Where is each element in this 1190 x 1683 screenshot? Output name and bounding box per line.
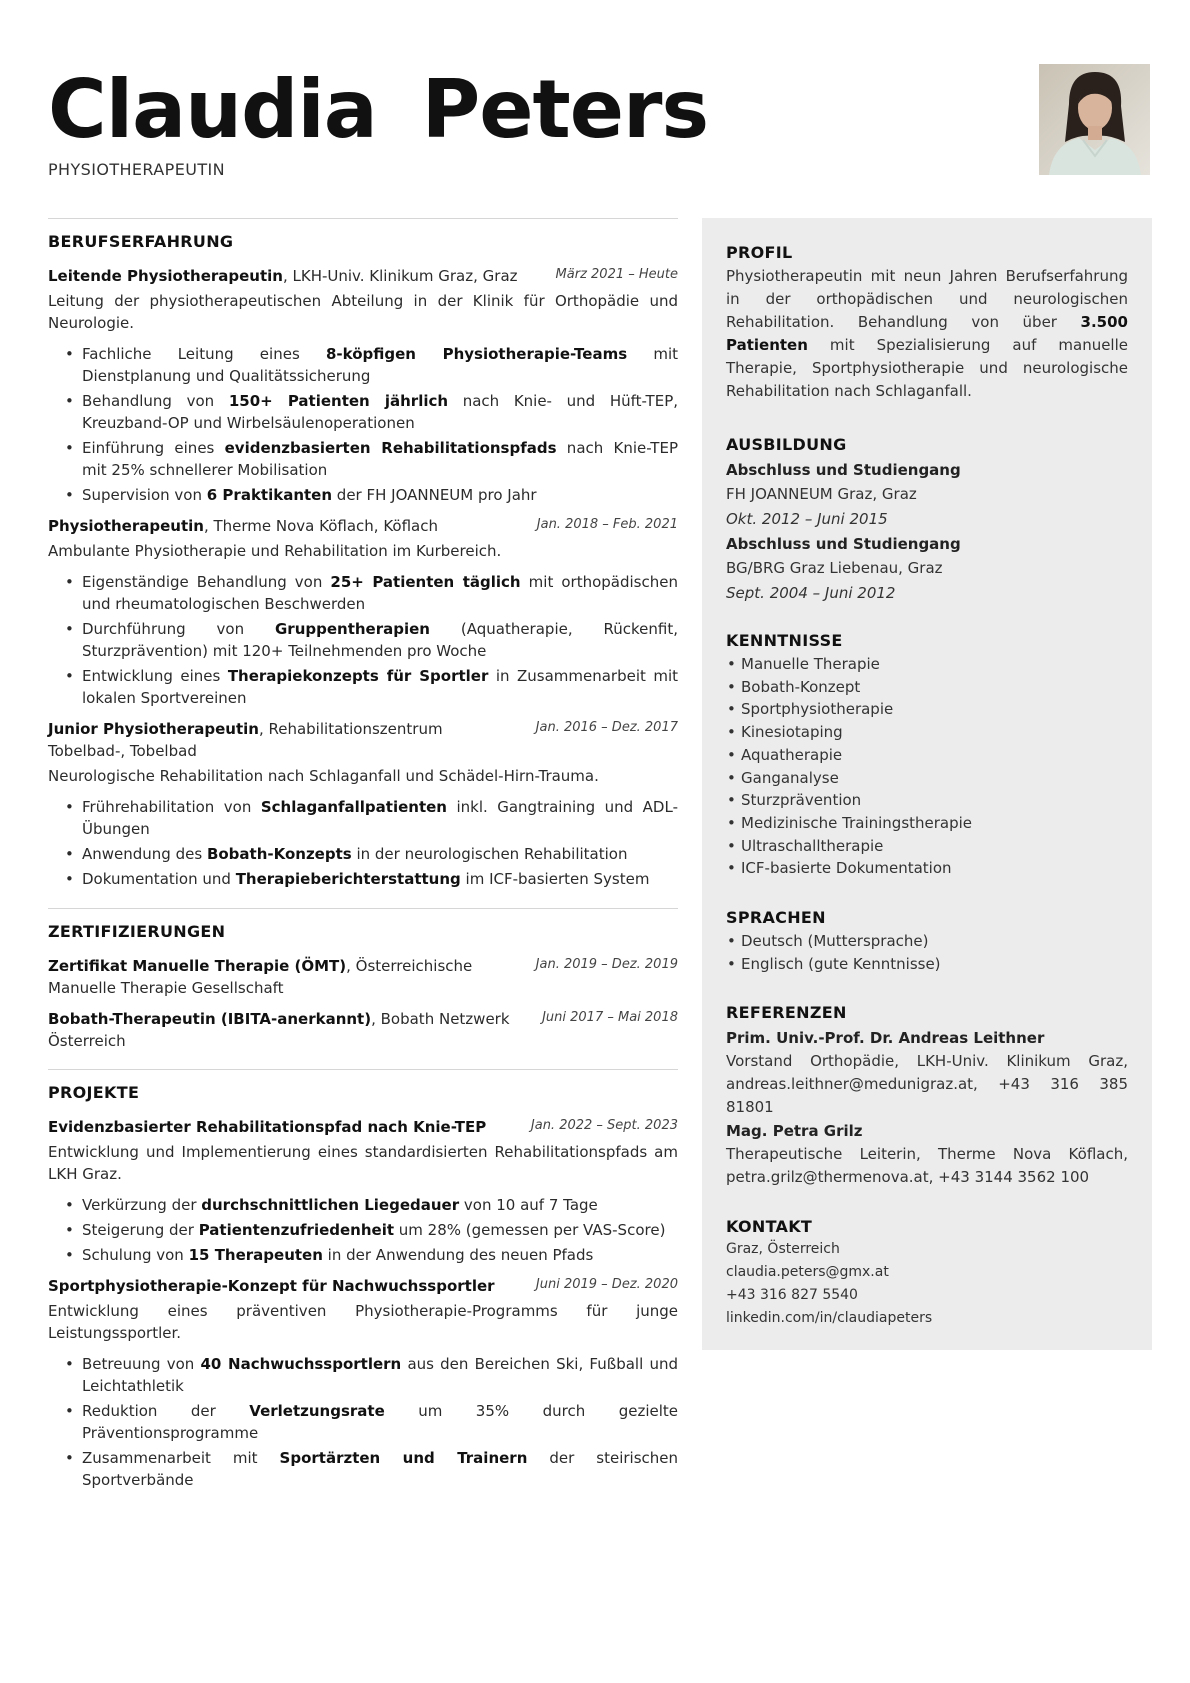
job-bullets <box>48 796 678 890</box>
certifications-title: ZERTIFIZIERUNGEN <box>48 922 226 941</box>
list-item: • Schulung von 15 Therapeuten in der Anwendung des neuen Pfads <box>48 1244 678 1266</box>
list-item: • Betreuung von 40 Nachwuchssportlern aus den Bereichen Ski, Fußball und Leichtathletik <box>48 1353 678 1397</box>
list-item: • Supervision von 6 Praktikanten der FH JOANNEUM pro Jahr <box>48 484 678 506</box>
list-item: • Behandlung von 150+ Patienten jährlich nach Knie- und Hüft-TEP, Kreuzband-OP und Wirbelsäulenoperationen <box>48 390 678 434</box>
profile-photo <box>1039 64 1150 175</box>
list-item: • Fachliche Leitung eines 8-köpfigen Physiotherapie-Teams mit Dienstplanung und Qualitätssicherung <box>48 343 678 387</box>
list-item: • Durchführung von Gruppentherapien (Aquatherapie, Rückenfit, Sturzprävention) mit 120+ Teilnehmenden pro Woche <box>48 618 678 662</box>
contact-location: Graz, Österreich <box>726 1241 840 1258</box>
job-description: Ambulante Physiotherapie und Rehabilitation im Kurbereich. <box>48 542 502 560</box>
list-item: • Verkürzung der durchschnittlichen Liegedauer von 10 auf 7 Tage <box>48 1194 678 1216</box>
job-entry <box>48 515 678 709</box>
education-degree: Abschluss und Studiengang <box>726 535 961 553</box>
project-name: Sportphysiotherapie-Konzept für Nachwuchssportler <box>48 1277 495 1295</box>
job-position: Junior Physiotherapeutin <box>48 720 259 738</box>
project-entry <box>48 1275 678 1491</box>
education-title: AUSBILDUNG <box>726 435 847 454</box>
references-title: REFERENZEN <box>726 1003 847 1023</box>
reference-entry <box>726 1119 1128 1189</box>
reference-name: Mag. Petra Grilz <box>726 1122 863 1141</box>
project-dates: Jan. 2022 – Sept. 2023 <box>530 1118 678 1133</box>
list-item: • Sturzprävention <box>726 789 1128 812</box>
job-dates: Jan. 2016 – Dez. 2017 <box>535 720 678 735</box>
list-item: • ICF-basierte Dokumentation <box>726 857 1128 880</box>
list-item: • Steigerung der Patientenzufriedenheit um 28% (gemessen per VAS-Score) <box>48 1219 678 1241</box>
list-item: • Sportphysiotherapie <box>726 698 1128 721</box>
job-entry <box>48 265 678 506</box>
list-item: • Anwendung des Bobath-Konzepts in der neurologischen Rehabilitation <box>48 843 678 865</box>
education-school: FH JOANNEUM Graz, Graz <box>726 485 917 503</box>
list-item: • Ultraschalltherapie <box>726 835 1128 858</box>
certification-entry <box>48 1008 678 1052</box>
list-item: • Reduktion der Verletzungsrate um 35% durch gezielte Präventionsprogramme <box>48 1400 678 1444</box>
languages-title: SPRACHEN <box>726 908 826 928</box>
profile-title: PROFIL <box>726 243 793 262</box>
experience-title: BERUFSERFAHRUNG <box>48 232 234 251</box>
job-position: Leitende Physiotherapeutin <box>48 267 283 285</box>
reference-details: Vorstand Orthopädie, LKH-Univ. Klinikum Graz, andreas.leithner@medunigraz.at, +43 316 385 81801 <box>726 1052 1128 1117</box>
list-item: • Deutsch (Muttersprache) <box>726 930 1128 953</box>
list-item: • Dokumentation und Therapieberichterstattung im ICF-basierten System <box>48 868 678 890</box>
section-divider <box>48 218 678 219</box>
reference-entry <box>726 1026 1128 1119</box>
list-item: • Zusammenarbeit mit Sportärzten und Trainern der steirischen Sportverbände <box>48 1447 678 1491</box>
list-item: • Ganganalyse <box>726 767 1128 790</box>
candidate-role: PHYSIOTHERAPEUTIN <box>48 160 225 179</box>
project-description: Entwicklung eines präventiven Physiotherapie-Programms für junge Leistungssportler. <box>48 1302 678 1342</box>
certification-dates: Jan. 2019 – Dez. 2019 <box>535 957 678 972</box>
list-item: • Einführung eines evidenzbasierten Rehabilitationspfads nach Knie-TEP mit 25% schnellerer Mobilisation <box>48 437 678 481</box>
education-degree: Abschluss und Studiengang <box>726 461 961 479</box>
job-employer: , Therme Nova Köflach, Köflach <box>203 517 438 535</box>
education-dates: Okt. 2012 – Juni 2015 <box>726 510 888 528</box>
contact-email[interactable]: claudia.peters@gmx.at <box>726 1264 889 1281</box>
project-bullets <box>48 1353 678 1491</box>
project-entry <box>48 1116 678 1266</box>
candidate-name: Claudia Peters <box>48 63 709 156</box>
project-name: Evidenzbasierter Rehabilitationspfad nach Knie-TEP <box>48 1118 487 1136</box>
contact-linkedin[interactable]: linkedin.com/in/claudiapeters <box>726 1310 933 1327</box>
list-item: • Frührehabilitation von Schlaganfallpatienten inkl. Gangtraining und ADL-Übungen <box>48 796 678 840</box>
job-employer: , LKH-Univ. Klinikum Graz, Graz <box>282 267 518 285</box>
projects-title: PROJEKTE <box>48 1083 140 1102</box>
education-dates: Sept. 2004 – Juni 2012 <box>726 584 896 602</box>
contact-phone[interactable]: +43 316 827 5540 <box>726 1287 858 1304</box>
skills-title: KENNTNISSE <box>726 631 843 650</box>
certification-name: Zertifikat Manuelle Therapie (ÖMT) <box>48 957 347 975</box>
project-dates: Juni 2019 – Dez. 2020 <box>535 1277 678 1292</box>
profile-text: Physiotherapeutin mit neun Jahren Berufserfahrung in der orthopädischen und neurologischen Rehabilitation. Behandlung von über 3.500 Patienten mit Spezialisierung auf manuelle Therapie, Sportphysiotherapie und neurologische Rehabilitation nach Schlaganfall. <box>726 267 1128 400</box>
job-dates: März 2021 – Heute <box>555 267 678 282</box>
list-item: • Kinesiotaping <box>726 721 1128 744</box>
project-description: Entwicklung und Implementierung eines standardisierten Rehabilitationspfads am LKH Graz. <box>48 1143 678 1183</box>
section-divider <box>48 1069 678 1070</box>
job-employer: , Rehabilitationszentrum Tobelbad-, Tobelbad <box>48 720 443 760</box>
skills-list <box>726 653 1128 880</box>
sidebar <box>702 218 1152 1350</box>
contact-block <box>726 1238 1128 1330</box>
reference-details: Therapeutische Leiterin, Therme Nova Köflach, petra.grilz@thermenova.at, +43 3144 3562 100 <box>726 1145 1128 1187</box>
job-bullets <box>48 343 678 506</box>
languages-list <box>726 930 1128 975</box>
education-school: BG/BRG Graz Liebenau, Graz <box>726 559 943 577</box>
list-item: • Aquatherapie <box>726 744 1128 767</box>
certification-dates: Juni 2017 – Mai 2018 <box>542 1010 678 1025</box>
section-divider <box>48 908 678 909</box>
certification-issuer: , Österreichische Manuelle Therapie Gesellschaft <box>48 957 473 997</box>
job-description: Leitung der physiotherapeutischen Abteilung in der Klinik für Orthopädie und Neurologie. <box>48 292 678 332</box>
list-item: • Englisch (gute Kenntnisse) <box>726 953 1128 976</box>
list-item: • Medizinische Trainingstherapie <box>726 812 1128 835</box>
list-item: • Entwicklung eines Therapiekonzepts für Sportler in Zusammenarbeit mit lokalen Sportvereinen <box>48 665 678 709</box>
list-item: • Manuelle Therapie <box>726 653 1128 676</box>
job-entry <box>48 718 678 890</box>
list-item: • Bobath-Konzept <box>726 676 1128 699</box>
main-column <box>48 218 678 1494</box>
job-dates: Jan. 2018 – Feb. 2021 <box>536 517 678 532</box>
education-entry <box>726 458 1128 532</box>
education-entry <box>726 532 1128 606</box>
reference-name: Prim. Univ.-Prof. Dr. Andreas Leithner <box>726 1029 1045 1048</box>
certification-name: Bobath-Therapeutin (IBITA-anerkannt) <box>48 1010 372 1028</box>
list-item: • Eigenständige Behandlung von 25+ Patienten täglich mit orthopädischen und rheumatologischen Beschwerden <box>48 571 678 615</box>
certification-issuer: , Bobath Netzwerk Österreich <box>48 1010 510 1050</box>
certification-entry <box>48 955 678 999</box>
project-bullets <box>48 1194 678 1266</box>
job-bullets <box>48 571 678 709</box>
contact-title: KONTAKT <box>726 1217 813 1237</box>
job-description: Neurologische Rehabilitation nach Schlaganfall und Schädel-Hirn-Trauma. <box>48 767 599 785</box>
job-position: Physiotherapeutin <box>48 517 204 535</box>
